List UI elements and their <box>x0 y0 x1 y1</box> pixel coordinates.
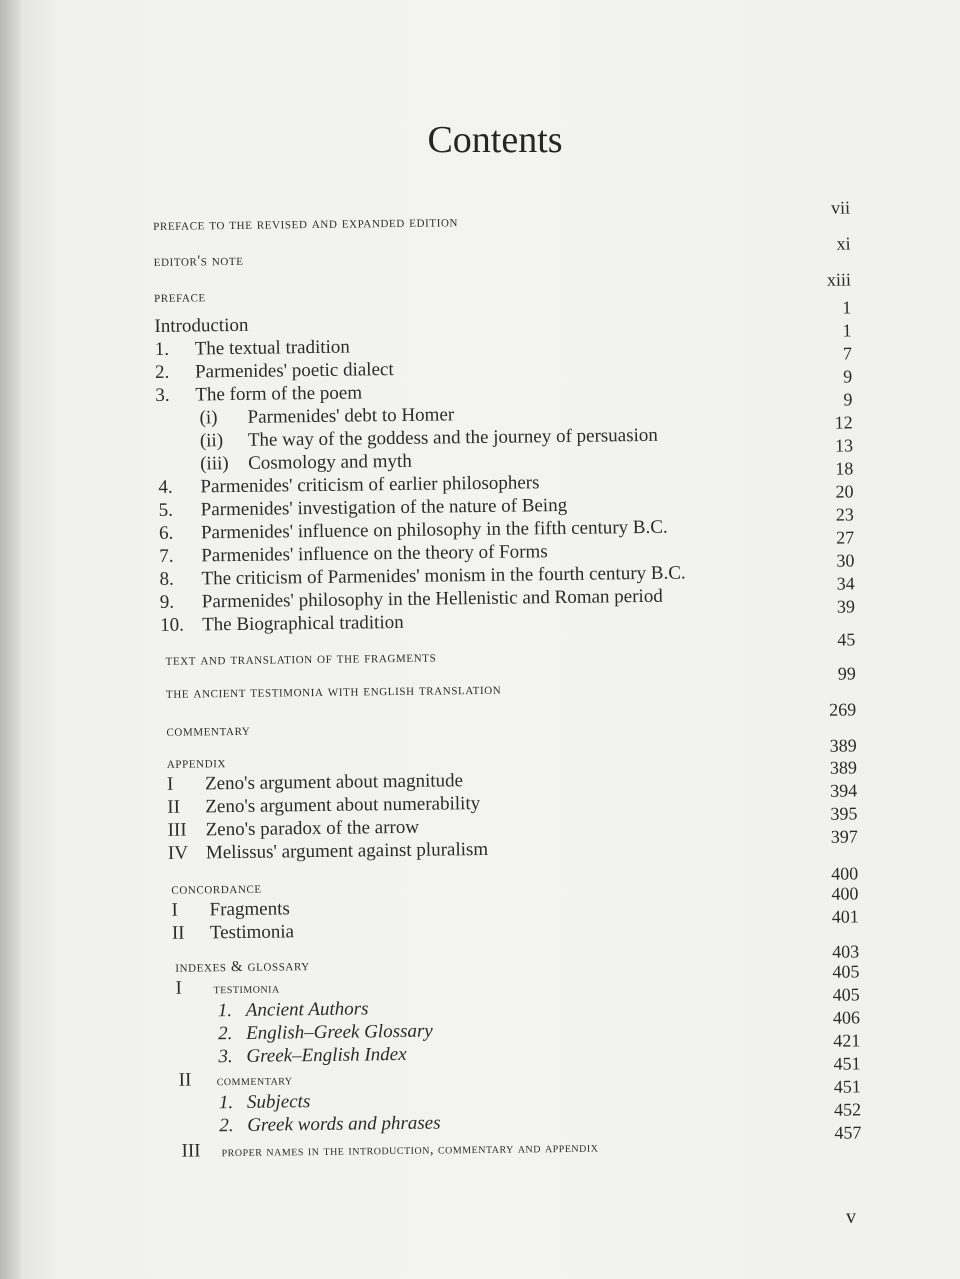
toc-marker: 4. <box>158 476 173 498</box>
toc-label: The form of the poem <box>195 382 363 406</box>
toc-label: Parmenides' influence on the theory of Forms <box>201 541 548 567</box>
toc-label: preface to the revised and expanded edition <box>153 214 459 234</box>
toc-page: 20 <box>835 481 854 502</box>
toc-label: Parmenides' philosophy in the Hellenistic and Roman period <box>201 585 663 613</box>
toc-page: 403 <box>832 941 860 962</box>
toc-marker: 1. <box>218 1092 234 1114</box>
toc-label: The criticism of Parmenides' monism in the fourth century B.C. <box>201 562 686 590</box>
toc-marker: 2. <box>154 361 170 383</box>
toc-marker: II <box>167 796 181 818</box>
toc-page: 1 <box>842 320 852 341</box>
toc-marker: 8. <box>159 568 174 590</box>
toc-page: 34 <box>836 573 855 594</box>
toc-marker: III <box>167 819 187 841</box>
toc-page: 39 <box>836 596 856 617</box>
toc-marker: 1. <box>217 1000 233 1022</box>
toc-label: The textual tradition <box>194 336 351 360</box>
toc-page: 389 <box>829 735 857 756</box>
toc-marker: I <box>175 977 183 999</box>
toc-marker: 2. <box>219 1115 234 1137</box>
toc-marker: II <box>178 1069 192 1091</box>
toc-page: 13 <box>834 435 854 456</box>
toc-label: Greek–English Index <box>246 1043 407 1067</box>
toc-label: Zeno's argument about magnitude <box>204 770 464 795</box>
toc-page: 23 <box>835 504 854 525</box>
toc-page: 405 <box>832 961 860 982</box>
toc-marker: 7. <box>159 545 174 567</box>
toc-page: 269 <box>829 699 857 720</box>
toc-label: The Biographical tradition <box>202 611 404 636</box>
toc-label: Introduction <box>154 314 249 337</box>
toc-marker: 3. <box>218 1046 233 1068</box>
toc-label: Parmenides' investigation of the nature of Being <box>200 494 568 521</box>
toc-marker: IV <box>167 842 189 864</box>
toc-page: 18 <box>835 458 854 479</box>
toc-page: 27 <box>835 527 855 548</box>
toc-marker: I <box>171 899 179 921</box>
toc-marker: 2. <box>218 1023 233 1045</box>
toc-page: 451 <box>833 1076 861 1097</box>
toc-page: 401 <box>831 906 859 927</box>
toc-page: 394 <box>830 780 858 801</box>
toc-page: 451 <box>833 1053 861 1074</box>
toc-page: xi <box>836 233 851 254</box>
toc-page: 30 <box>836 550 855 571</box>
toc-label: Parmenides' influence on philosophy in the fifth century B.C. <box>200 516 668 544</box>
toc-page: vii <box>830 197 851 218</box>
toc-marker: 5. <box>158 499 174 521</box>
toc-page: 400 <box>831 883 859 904</box>
toc-label: appendix <box>166 755 227 772</box>
toc-label: indexes & glossary <box>175 958 310 976</box>
toc-marker: 10. <box>160 614 185 636</box>
toc-label: Zeno's paradox of the arrow <box>205 816 420 841</box>
toc-page: 45 <box>837 629 856 650</box>
toc-label: The way of the goddess and the journey of persuasion <box>247 424 658 451</box>
toc-page: 400 <box>831 863 859 884</box>
table-of-contents <box>150 196 862 1160</box>
toc-label: Parmenides' criticism of earlier philosophers <box>200 472 540 498</box>
toc-marker: 9. <box>159 591 175 613</box>
toc-label: Ancient Authors <box>245 998 369 1021</box>
toc-label: commentary <box>216 1073 293 1090</box>
toc-marker: 6. <box>158 522 174 544</box>
toc-label: English–Greek Glossary <box>245 1020 433 1044</box>
toc-page: 1 <box>842 297 852 318</box>
toc-label: Zeno's argument about numerability <box>205 793 481 818</box>
toc-page: xiii <box>826 269 852 290</box>
toc-label: Parmenides' poetic dialect <box>194 359 394 383</box>
toc-marker: 3. <box>155 384 170 406</box>
toc-page: 452 <box>833 1099 862 1120</box>
toc-label: Fragments <box>209 898 290 921</box>
toc-page: 389 <box>829 757 858 778</box>
toc-label: the ancient testimonia with english translation <box>165 681 502 702</box>
toc-page: 9 <box>843 366 853 387</box>
toc-page: 405 <box>832 984 860 1005</box>
toc-page: 9 <box>843 389 853 410</box>
toc-page: 406 <box>832 1007 861 1028</box>
toc-label: editor's note <box>153 252 244 270</box>
toc-page: 457 <box>834 1122 862 1143</box>
toc-marker: (i) <box>199 407 218 429</box>
toc-label: Cosmology and myth <box>248 450 412 474</box>
toc-label: testimonia <box>213 981 280 998</box>
toc-label: Greek words and phrases <box>247 1112 441 1136</box>
page-gutter-shadow <box>0 0 20 1279</box>
toc-label: preface <box>154 289 206 306</box>
toc-marker: 1. <box>154 338 170 360</box>
toc-page: 7 <box>842 343 852 364</box>
toc-page: 99 <box>837 663 856 684</box>
toc-page: 395 <box>830 803 858 824</box>
toc-label: commentary <box>166 722 251 740</box>
toc-marker: (iii) <box>200 453 229 475</box>
toc-label: Parmenides' debt to Homer <box>247 404 455 428</box>
toc-page: 421 <box>833 1030 861 1051</box>
toc-marker: III <box>181 1140 201 1162</box>
page-number: v <box>846 1206 856 1228</box>
toc-marker: (ii) <box>199 430 224 452</box>
toc-label: concordance <box>171 880 262 898</box>
toc-page: 397 <box>830 826 858 847</box>
toc-label: Testimonia <box>209 921 295 944</box>
toc-label: Subjects <box>246 1091 311 1113</box>
toc-label: proper names in the introduction, commentary and appendix <box>221 1140 599 1161</box>
toc-marker: II <box>171 922 185 944</box>
toc-page: 12 <box>834 412 853 433</box>
page-title: Contents <box>427 119 563 161</box>
toc-marker: I <box>166 773 174 795</box>
toc-label: text and translation of the fragments <box>165 649 437 669</box>
toc-label: Melissus' argument against pluralism <box>205 838 489 864</box>
